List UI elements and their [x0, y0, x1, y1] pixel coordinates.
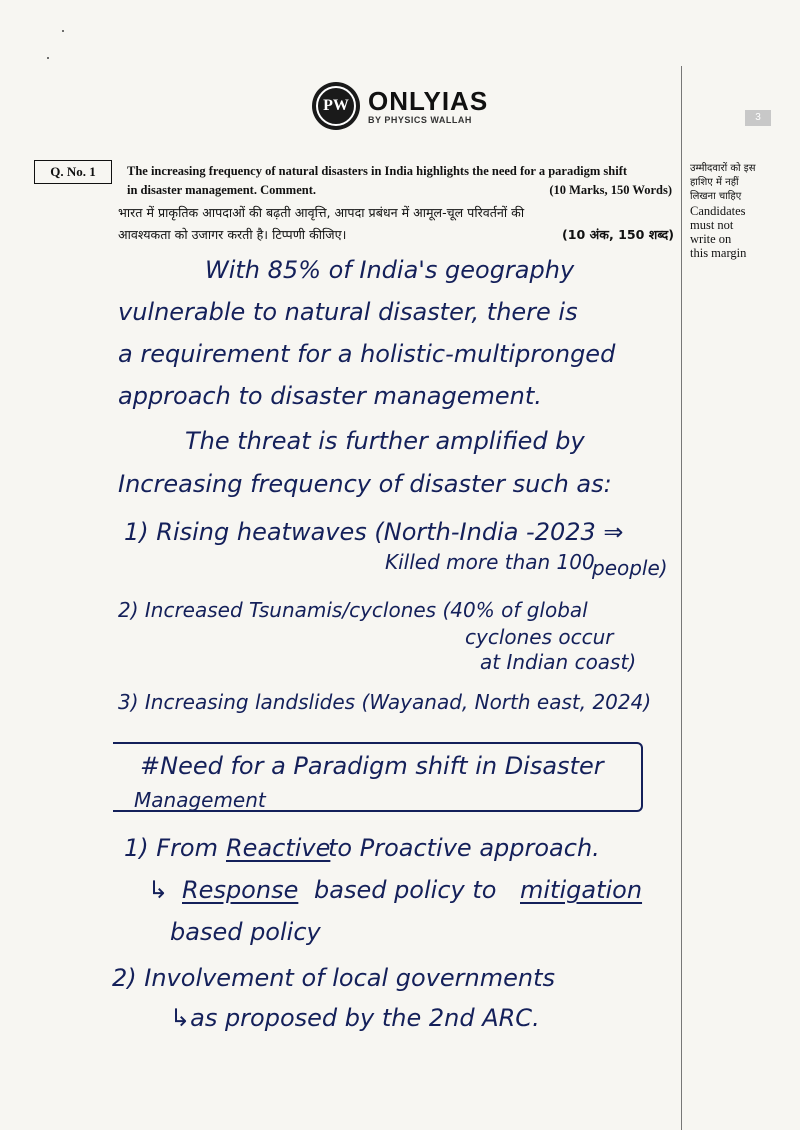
page-number: 3	[745, 110, 771, 126]
answer-line: 1) Rising heatwaves (North-India -2023 ⇒	[124, 518, 624, 546]
answer-line: a requirement for a holistic-multipronged	[118, 340, 616, 368]
answer-line: 3) Increasing landslides (Wayanad, North east, 2024)	[118, 690, 652, 714]
heading-line: Management	[134, 788, 266, 812]
answer-line: 2) Increased Tsunamis/cyclones (40% of global	[118, 598, 588, 622]
point-1-keyword: Reactive	[226, 834, 331, 862]
answer-line: The threat is further amplified by	[185, 427, 585, 455]
question-hindi-marks: (10 अंक, 150 शब्द)	[561, 227, 674, 242]
point-1-sub-keyword: Response	[182, 876, 299, 904]
point-1-rest: to Proactive approach.	[328, 834, 600, 862]
margin-note	[690, 162, 790, 260]
point-1-sub-keyword2: mitigation	[520, 876, 643, 904]
question-english-line1: The increasing frequency of natural disasters in India highlights the need for a paradigm shift	[127, 164, 628, 178]
answer-line: vulnerable to natural disaster, there is	[118, 298, 578, 326]
arrow-icon: ↳	[148, 876, 169, 904]
point-2: 2) Involvement of local governments	[112, 964, 556, 992]
logo-subtitle: BY PHYSICS WALLAH	[368, 114, 472, 125]
logo-monogram: PW	[316, 86, 356, 126]
question-hindi	[118, 202, 674, 246]
answer-line: approach to disaster management.	[118, 382, 542, 410]
margin-note-english-4: this margin	[690, 246, 747, 260]
question-number: Q. No. 1	[34, 160, 112, 184]
point-1-prefix: 1) From	[124, 834, 218, 862]
heading-line: #Need for a Paradigm shift in Disaster	[140, 752, 604, 780]
question-english-marks: (10 Marks, 150 Words)	[549, 183, 672, 197]
logo-brand: ONLYIAS	[368, 85, 489, 116]
question-hindi-line1: भारत में प्राकृतिक आपदाओं की बढ़ती आवृत्ति, आपदा प्रबंधन में आमूल-चूल परिवर्तनों की	[118, 205, 525, 220]
speck	[62, 30, 64, 32]
margin-note-hindi-3: लिखना चाहिए	[690, 191, 742, 202]
margin-note-english-3: write on	[690, 232, 732, 246]
point-2-sub: ↳as proposed by the 2nd ARC.	[170, 1004, 540, 1032]
question-english-line2: in disaster management. Comment.	[127, 183, 316, 197]
question-hindi-line2: आवश्यकता को उजागर करती है। टिप्पणी कीजिए।	[118, 227, 347, 242]
margin-line	[681, 66, 682, 1130]
question-english	[127, 162, 672, 200]
answer-line: Increasing frequency of disaster such as:	[118, 470, 612, 498]
answer-line: Killed more than 100	[385, 550, 595, 574]
margin-note-hindi-1: उम्मीदवारों को इस	[690, 163, 756, 174]
margin-note-english-1: Candidates	[690, 204, 746, 218]
answer-line: people)	[592, 556, 668, 580]
margin-note-english-2: must not	[690, 218, 734, 232]
pw-logo-icon	[312, 82, 360, 130]
answer-line: cyclones occur	[465, 625, 614, 649]
point-1-sub-rest: based policy to	[314, 876, 497, 904]
logo	[312, 80, 488, 132]
point-1-sub-end: based policy	[170, 918, 321, 946]
speck	[47, 57, 49, 59]
margin-note-hindi-2: हाशिए में नहीं	[690, 177, 739, 188]
answer-line: With 85% of India's geography	[205, 256, 575, 284]
answer-line: at Indian coast)	[480, 650, 637, 674]
